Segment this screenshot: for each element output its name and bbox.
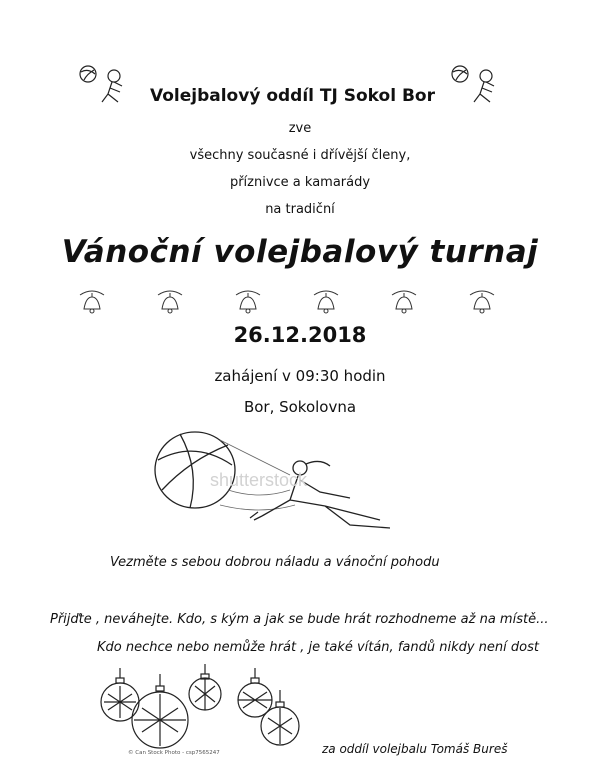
invite-line-members: všechny současné i dřívější členy, xyxy=(189,148,411,163)
welcome-message: Kdo nechce nebo nemůže hrát , je také vítán, fandů nikdy není dost xyxy=(97,640,539,655)
invite-word: zve xyxy=(288,121,312,136)
volleyball-player-icon xyxy=(74,62,134,106)
invite-line-traditional: na tradiční xyxy=(265,202,335,217)
mood-message: Vezměte s sebou dobrou náladu a vánoční pohodu xyxy=(110,555,440,570)
invite-line-fans: příznivce a kamarády xyxy=(229,175,371,190)
christmas-bells-icon xyxy=(236,291,260,313)
christmas-bells-icon xyxy=(392,291,416,313)
volleyball-player-icon xyxy=(446,62,506,106)
christmas-bells-icon xyxy=(470,291,494,313)
watermark-text: shutterstock xyxy=(210,470,308,490)
christmas-bauble-icon xyxy=(238,668,272,717)
event-place: Bor, Sokolovna xyxy=(243,398,357,416)
event-title: Vánoční volejbalový turnaj xyxy=(61,234,539,270)
christmas-bauble-icon xyxy=(189,664,221,710)
christmas-baubles-illustration xyxy=(80,664,310,754)
christmas-bauble-icon xyxy=(261,690,299,745)
christmas-bells-icon xyxy=(314,291,338,313)
signature: za oddíl volejbalu Tomáš Bureš xyxy=(322,742,508,756)
christmas-bells-icon xyxy=(80,291,104,313)
event-date: 26.12.2018 xyxy=(233,323,367,347)
come-message: Přijďte , neváhejte. Kdo, s kým a jak se bude hrát rozhodneme až na místě... xyxy=(50,612,549,627)
organization-name: Volejbalový oddíl TJ Sokol Bor xyxy=(150,86,435,106)
bells-ornament-row xyxy=(72,287,512,317)
christmas-bells-icon xyxy=(158,291,182,313)
image-credit: © Can Stock Photo - csp7565247 xyxy=(128,750,220,756)
event-start-time: zahájení v 09:30 hodin xyxy=(214,367,386,385)
christmas-bauble-icon xyxy=(132,674,188,748)
